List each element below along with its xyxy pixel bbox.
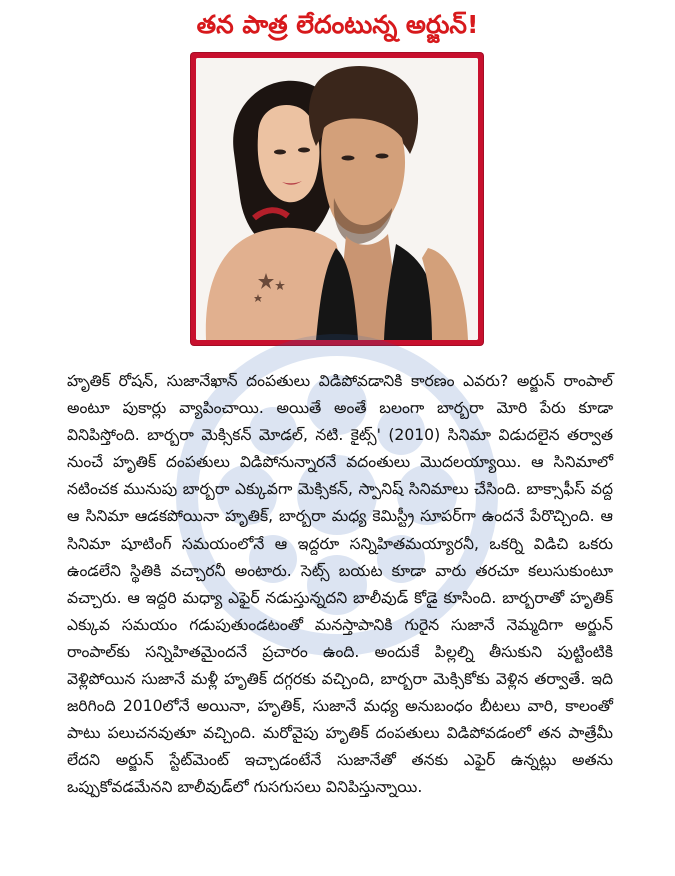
headline: తన పాత్ర లేదంటున్న అర్జున్! [196, 10, 479, 39]
article-photo-frame [191, 53, 483, 345]
article-body: హృతిక్ రోషన్, సుజానేఖాన్ దంపతులు విడిపోవడానికి కారణం ఎవరు? అర్జున్ రాంపాల్ అంటూ పుకార్లు వ్యాపించాయి. అయితే అంతే బలంగా బార్బరా మోరి పేరు కూడా వినిపిస్తోంది. బార్బరా మెక్సికన్ మోడల్, నటి. కైట్స్' (2010) సినిమా విడుదలైన తర్వాత నుంచే హృతిక్ దంపతులు విడిపోనున్నారనే వదంతులు మొదలయ్యాయి. ఆ సినిమాలో నటించక మునుపు బార్బరా ఎక్కువగా మెక్సికన్, స్పానిష్ సినిమాలు చేసింది. బాక్సాఫీస్ వద్ద ఆ సినిమా ఆడకపోయినా హృతిక్, బార్బరా మధ్య కెమిస్ట్రీ సూపర్‌గా ఉందనే పేరొచ్చింది. ఆ సినిమా షూటింగ్ సమయంలోనే ఆ ఇద్దరూ సన్నిహితమయ్యారనీ, ఒకర్ని విడిచి ఒకరు ఉండలేని స్థితికి వచ్చారనీ అంటారు. సెట్స్ బయట కూడా వారు తరచూ కలుసుకుంటూ వచ్చారు. ఆ ఇద్దరి మధ్యా ఎఫైర్ నడుస్తున్నదని బాలీవుడ్ కోడై కూసింది. బార్బరాతో హృతిక్ ఎక్కువ సమయం గడుపుతుండటంతో మనస్తాపానికి గురైన సుజానే నెమ్మదిగా అర్జున్ రాంపాల్‌కు సన్నిహితమైందనే ప్రచారం ఉంది. అందుకే పిల్లల్ని తీసుకుని పుట్టింటికి వెళ్లిపోయిన సుజానే మళ్లీ హృతిక్ దగ్గరకు వచ్చింది, బార్బరా మెక్సికోకు వెళ్లిన తర్వాతే. ఇది జరిగింది 2010లోనే అయినా, హృతిక్, సుజానే మధ్య అనుబంధం బీటలు వారి, కాలంతో పాటు పలుచనవుతూ వచ్చింది. మరోవైపు హృతిక్ దంపతులు విడిపోవడంలో తన పాత్రేమీ లేదని అర్జున్ స్టేట్‌మెంట్ ఇచ్చాడంటేనే సుజానేతో తనకు ఎఫైర్ ఉన్నట్లు అతను ఒప్పుకోవడమేనని బాలీవుడ్‌లో గుసగుసలు వినిపిస్తున్నాయి. [67, 372, 613, 797]
article-photo [196, 58, 478, 340]
couple-photo-illustration [196, 58, 478, 340]
